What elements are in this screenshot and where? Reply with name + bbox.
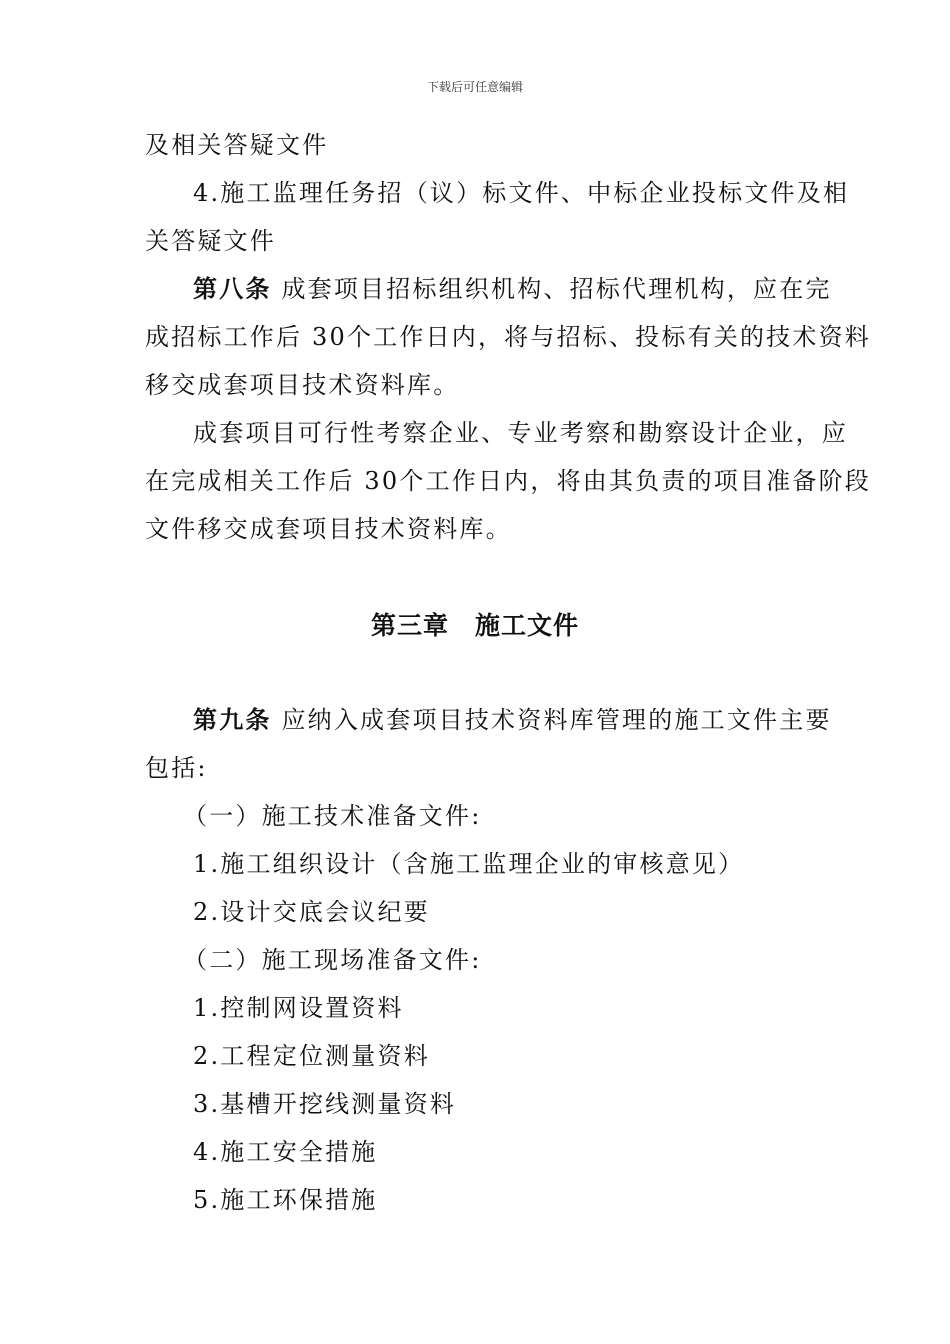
text-line: 4.施工安全措施	[193, 1138, 378, 1166]
text-line: 1.控制网设置资料	[193, 994, 404, 1022]
text-line: 及相关答疑文件	[145, 131, 329, 159]
text-line: 5.施工环保措施	[193, 1186, 378, 1214]
text-line: 文件移交成套项目技术资料库。	[145, 515, 512, 543]
page-header: 下载后可任意编辑	[426, 80, 523, 94]
text-line: 关答疑文件	[145, 227, 276, 255]
chapter-title: 第三章 施工文件	[370, 611, 579, 640]
text-line: 4.施工监理任务招（议）标文件、中标企业投标文件及相	[193, 179, 850, 207]
article-8-label: 第八条	[193, 274, 272, 303]
text-line: 应纳入成套项目技术资料库管理的施工文件主要	[281, 706, 832, 734]
article-9-label: 第九条	[193, 705, 272, 734]
text-line: 成套项目招标组织机构、招标代理机构，应在完	[281, 275, 832, 303]
text-line: 3.基槽开挖线测量资料	[193, 1090, 457, 1118]
text-line: （二）施工现场准备文件:	[183, 946, 482, 974]
text-line: 2.设计交底会议纪要	[193, 898, 430, 926]
text-line: （一）施工技术准备文件:	[183, 802, 482, 830]
text-line: 成招标工作后 30个工作日内，将与招标、投标有关的技术资料	[145, 323, 871, 351]
text-line: 1.施工组织设计（含施工监理企业的审核意见）	[193, 850, 745, 878]
text-line: 包括:	[145, 754, 208, 782]
text-line: 移交成套项目技术资料库。	[145, 371, 460, 399]
text-line: 在完成相关工作后 30个工作日内，将由其负责的项目准备阶段	[145, 467, 871, 495]
text-line: 成套项目可行性考察企业、专业考察和勘察设计企业，应	[193, 419, 848, 447]
text-line: 2.工程定位测量资料	[193, 1042, 430, 1070]
article-9-paragraph	[193, 704, 832, 736]
article-8-paragraph	[193, 273, 832, 305]
